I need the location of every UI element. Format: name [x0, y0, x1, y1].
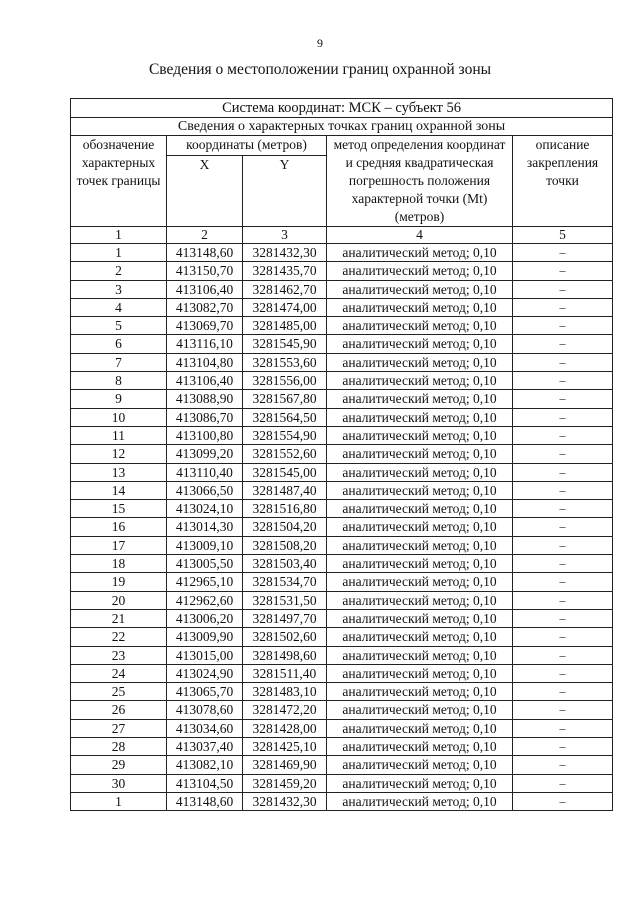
x-coordinate: 413078,60: [167, 701, 243, 719]
section-header: Сведения о характерных точках границ охранной зоны: [71, 118, 613, 136]
point-number: 1: [71, 244, 167, 262]
method-cell: аналитический метод; 0,10: [327, 719, 513, 737]
x-coordinate: 413106,40: [167, 372, 243, 390]
y-coordinate: 3281425,10: [243, 738, 327, 756]
method-cell: аналитический метод; 0,10: [327, 426, 513, 444]
description-cell: –: [513, 463, 613, 481]
x-coordinate: 413024,90: [167, 664, 243, 682]
table-row: [71, 518, 613, 536]
point-number: 5: [71, 317, 167, 335]
x-coordinate: 413106,40: [167, 280, 243, 298]
point-number: 15: [71, 500, 167, 518]
method-cell: аналитический метод; 0,10: [327, 317, 513, 335]
table-row: [71, 280, 613, 298]
y-coordinate: 3281428,00: [243, 719, 327, 737]
x-coordinate: 413082,10: [167, 756, 243, 774]
y-coordinate: 3281498,60: [243, 646, 327, 664]
method-cell: аналитический метод; 0,10: [327, 536, 513, 554]
method-cell: аналитический метод; 0,10: [327, 774, 513, 792]
point-number: 14: [71, 481, 167, 499]
point-number: 11: [71, 426, 167, 444]
y-coordinate: 3281531,50: [243, 591, 327, 609]
page-number: 9: [317, 36, 323, 50]
table-row: [71, 646, 613, 664]
table-row: [71, 664, 613, 682]
y-coordinate: 3281469,90: [243, 756, 327, 774]
point-number: 21: [71, 609, 167, 627]
point-number: 3: [71, 280, 167, 298]
method-cell: аналитический метод; 0,10: [327, 683, 513, 701]
method-cell: аналитический метод; 0,10: [327, 500, 513, 518]
description-cell: –: [513, 426, 613, 444]
x-coordinate: 413116,10: [167, 335, 243, 353]
table-row: [71, 390, 613, 408]
point-number: 10: [71, 408, 167, 426]
table-row: [71, 335, 613, 353]
point-number: 13: [71, 463, 167, 481]
description-cell: –: [513, 738, 613, 756]
y-coordinate: 3281534,70: [243, 573, 327, 591]
table-row: [71, 774, 613, 792]
y-coordinate: 3281511,40: [243, 664, 327, 682]
description-cell: –: [513, 573, 613, 591]
description-cell: –: [513, 555, 613, 573]
y-coordinate: 3281516,80: [243, 500, 327, 518]
point-number: 20: [71, 591, 167, 609]
header-y: Y: [243, 156, 327, 227]
table-row: [71, 317, 613, 335]
y-coordinate: 3281487,40: [243, 481, 327, 499]
y-coordinate: 3281472,20: [243, 701, 327, 719]
table-row: [71, 792, 613, 810]
point-number: 9: [71, 390, 167, 408]
header-description: описание закрепления точки: [513, 136, 613, 227]
description-cell: –: [513, 646, 613, 664]
table-row: [71, 445, 613, 463]
y-coordinate: 3281552,60: [243, 445, 327, 463]
header-coordinates: координаты (метров): [167, 136, 327, 156]
x-coordinate: 413099,20: [167, 445, 243, 463]
x-coordinate: 413006,20: [167, 609, 243, 627]
description-cell: –: [513, 481, 613, 499]
point-number: 18: [71, 555, 167, 573]
y-coordinate: 3281567,80: [243, 390, 327, 408]
description-cell: –: [513, 719, 613, 737]
x-coordinate: 413148,60: [167, 792, 243, 810]
method-cell: аналитический метод; 0,10: [327, 518, 513, 536]
description-cell: –: [513, 445, 613, 463]
x-coordinate: 413082,70: [167, 298, 243, 316]
point-number: 6: [71, 335, 167, 353]
description-cell: –: [513, 774, 613, 792]
table-row: [71, 372, 613, 390]
table-row: [71, 609, 613, 627]
description-cell: –: [513, 756, 613, 774]
x-coordinate: 413034,60: [167, 719, 243, 737]
point-number: 16: [71, 518, 167, 536]
description-cell: –: [513, 408, 613, 426]
y-coordinate: 3281462,70: [243, 280, 327, 298]
x-coordinate: 413148,60: [167, 244, 243, 262]
description-cell: –: [513, 390, 613, 408]
header-method: метод определения координат и средняя квадратическая погрешность положения характерной точки (Mt) (метров): [327, 136, 513, 227]
y-coordinate: 3281545,90: [243, 335, 327, 353]
method-cell: аналитический метод; 0,10: [327, 244, 513, 262]
y-coordinate: 3281503,40: [243, 555, 327, 573]
point-number: 19: [71, 573, 167, 591]
method-cell: аналитический метод; 0,10: [327, 408, 513, 426]
x-coordinate: 413086,70: [167, 408, 243, 426]
x-coordinate: 413110,40: [167, 463, 243, 481]
table-row: [71, 463, 613, 481]
description-cell: –: [513, 262, 613, 280]
coordinate-system-header: Система координат: МСК – субъект 56: [71, 99, 613, 118]
header-x: X: [167, 156, 243, 227]
y-coordinate: 3281564,50: [243, 408, 327, 426]
description-cell: –: [513, 244, 613, 262]
method-cell: аналитический метод; 0,10: [327, 463, 513, 481]
y-coordinate: 3281432,30: [243, 792, 327, 810]
table-row: [71, 628, 613, 646]
table-row: [71, 738, 613, 756]
x-coordinate: 413009,90: [167, 628, 243, 646]
y-coordinate: 3281483,10: [243, 683, 327, 701]
method-cell: аналитический метод; 0,10: [327, 262, 513, 280]
document-title: Сведения о местоположении границ охранной зоны: [148, 61, 492, 78]
y-coordinate: 3281545,00: [243, 463, 327, 481]
x-coordinate: 413015,00: [167, 646, 243, 664]
y-coordinate: 3281508,20: [243, 536, 327, 554]
method-cell: аналитический метод; 0,10: [327, 573, 513, 591]
description-cell: –: [513, 683, 613, 701]
table-row: [71, 481, 613, 499]
y-coordinate: 3281554,90: [243, 426, 327, 444]
column-number: 1: [71, 227, 167, 244]
x-coordinate: 413014,30: [167, 518, 243, 536]
point-number: 17: [71, 536, 167, 554]
column-number: 2: [167, 227, 243, 244]
y-coordinate: 3281502,60: [243, 628, 327, 646]
description-cell: –: [513, 518, 613, 536]
x-coordinate: 413024,10: [167, 500, 243, 518]
method-cell: аналитический метод; 0,10: [327, 792, 513, 810]
description-cell: –: [513, 353, 613, 371]
x-coordinate: 413150,70: [167, 262, 243, 280]
x-coordinate: 413005,50: [167, 555, 243, 573]
method-cell: аналитический метод; 0,10: [327, 353, 513, 371]
table-header: [71, 99, 613, 244]
y-coordinate: 3281553,60: [243, 353, 327, 371]
description-cell: –: [513, 335, 613, 353]
point-number: 23: [71, 646, 167, 664]
y-coordinate: 3281474,00: [243, 298, 327, 316]
description-cell: –: [513, 372, 613, 390]
x-coordinate: 413009,10: [167, 536, 243, 554]
description-cell: –: [513, 500, 613, 518]
method-cell: аналитический метод; 0,10: [327, 481, 513, 499]
method-cell: аналитический метод; 0,10: [327, 372, 513, 390]
point-number: 4: [71, 298, 167, 316]
y-coordinate: 3281556,00: [243, 372, 327, 390]
x-coordinate: 413104,80: [167, 353, 243, 371]
table-row: [71, 500, 613, 518]
y-coordinate: 3281432,30: [243, 244, 327, 262]
table-row: [71, 573, 613, 591]
column-number: 3: [243, 227, 327, 244]
point-number: 1: [71, 792, 167, 810]
x-coordinate: 413065,70: [167, 683, 243, 701]
method-cell: аналитический метод; 0,10: [327, 298, 513, 316]
point-number: 12: [71, 445, 167, 463]
description-cell: –: [513, 628, 613, 646]
method-cell: аналитический метод; 0,10: [327, 756, 513, 774]
description-cell: –: [513, 536, 613, 554]
table-row: [71, 555, 613, 573]
point-number: 30: [71, 774, 167, 792]
x-coordinate: 412965,10: [167, 573, 243, 591]
table-row: [71, 683, 613, 701]
table-row: [71, 536, 613, 554]
method-cell: аналитический метод; 0,10: [327, 591, 513, 609]
x-coordinate: 413100,80: [167, 426, 243, 444]
method-cell: аналитический метод; 0,10: [327, 628, 513, 646]
x-coordinate: 413066,50: [167, 481, 243, 499]
column-number: 4: [327, 227, 513, 244]
method-cell: аналитический метод; 0,10: [327, 555, 513, 573]
table-row: [71, 262, 613, 280]
y-coordinate: 3281497,70: [243, 609, 327, 627]
table-row: [71, 756, 613, 774]
point-number: 28: [71, 738, 167, 756]
method-cell: аналитический метод; 0,10: [327, 445, 513, 463]
description-cell: –: [513, 701, 613, 719]
point-number: 27: [71, 719, 167, 737]
header-designation: обозначение характерных точек границы: [71, 136, 167, 227]
method-cell: аналитический метод; 0,10: [327, 701, 513, 719]
description-cell: –: [513, 298, 613, 316]
table-body: [71, 244, 613, 811]
method-cell: аналитический метод; 0,10: [327, 335, 513, 353]
y-coordinate: 3281485,00: [243, 317, 327, 335]
table-row: [71, 244, 613, 262]
method-cell: аналитический метод; 0,10: [327, 738, 513, 756]
description-cell: –: [513, 317, 613, 335]
x-coordinate: 413104,50: [167, 774, 243, 792]
x-coordinate: 412962,60: [167, 591, 243, 609]
point-number: 26: [71, 701, 167, 719]
point-number: 29: [71, 756, 167, 774]
table-row: [71, 701, 613, 719]
method-cell: аналитический метод; 0,10: [327, 646, 513, 664]
y-coordinate: 3281504,20: [243, 518, 327, 536]
table-row: [71, 426, 613, 444]
x-coordinate: 413069,70: [167, 317, 243, 335]
description-cell: –: [513, 664, 613, 682]
table-row: [71, 298, 613, 316]
point-number: 2: [71, 262, 167, 280]
table-row: [71, 591, 613, 609]
table-row: [71, 353, 613, 371]
method-cell: аналитический метод; 0,10: [327, 280, 513, 298]
point-number: 7: [71, 353, 167, 371]
description-cell: –: [513, 591, 613, 609]
x-coordinate: 413088,90: [167, 390, 243, 408]
column-number: 5: [513, 227, 613, 244]
method-cell: аналитический метод; 0,10: [327, 609, 513, 627]
y-coordinate: 3281459,20: [243, 774, 327, 792]
point-number: 25: [71, 683, 167, 701]
point-number: 8: [71, 372, 167, 390]
description-cell: –: [513, 280, 613, 298]
table-row: [71, 408, 613, 426]
coordinates-table: [70, 98, 613, 811]
description-cell: –: [513, 792, 613, 810]
table-row: [71, 719, 613, 737]
description-cell: –: [513, 609, 613, 627]
method-cell: аналитический метод; 0,10: [327, 664, 513, 682]
point-number: 24: [71, 664, 167, 682]
y-coordinate: 3281435,70: [243, 262, 327, 280]
x-coordinate: 413037,40: [167, 738, 243, 756]
method-cell: аналитический метод; 0,10: [327, 390, 513, 408]
point-number: 22: [71, 628, 167, 646]
